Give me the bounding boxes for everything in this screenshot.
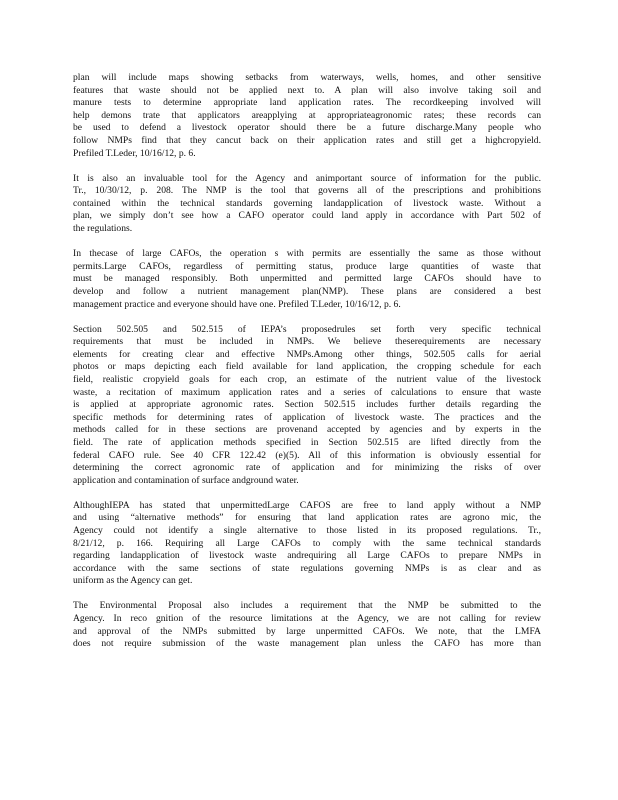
text-line: field. The rate of application methods specified in Section 502.515 are lifted directly from the (73, 436, 541, 448)
text-line: and using “alternative methods” for ensuring that land application rates are agrono mic, the (73, 512, 541, 524)
text-line: accordance with the same sections of state regulations governing NMPs is as clear and as (73, 562, 541, 574)
text-line: application and contamination of surface andground water. (73, 474, 299, 486)
paragraph-large-cafos (73, 248, 541, 311)
text-line: elements for creating clear and effective NMPs.Among other things, 502.505 calls for aerial (73, 348, 541, 360)
text-line: does not require submission of the waste management plan unless the CAFO has more than (73, 638, 541, 650)
text-line: and approval of the NMPs submitted by large unpermitted CAFOs. We note, that the LMFA (73, 625, 541, 637)
text-line: The Environmental Proposal also includes a requirement that the NMP be submitted to the (73, 600, 541, 612)
paragraph-nmp-invaluable-tool (73, 173, 541, 236)
text-line: determining the correct agronomic rate of application and for minimizing the risks of over (73, 462, 541, 474)
text-line: features that waste should not be applied next to. A plan will also involve taking soil and (73, 84, 541, 96)
text-line: Prefiled T.Leder, 10/16/12, p. 6. (73, 147, 196, 159)
text-line: specific methods for determining rates of application of livestock waste. The practices and the (73, 411, 541, 423)
text-line: AlthoughIEPA has stated that unpermittedLarge CAFOS are free to land apply without a NMP (73, 499, 541, 511)
paragraph-nmp-plan-contents (73, 72, 541, 160)
text-line: photos or maps depicting each field available for land application, the cropping schedule for each (73, 361, 541, 373)
text-line: requirements that must be included in NMPs. We believe theserequirements are necessary (73, 336, 541, 348)
text-line: management practice and everyone should have one. Prefiled T.Leder, 10/16/12, p. 6. (73, 298, 401, 310)
text-line: 8/21/12, p. 166. Requiring all Large CAFOs to comply with the same technical standards (73, 537, 541, 549)
text-line: Agency could not identify a single alternative to those listed in its proposed regulations. Tr., (73, 525, 541, 536)
text-line: develop and follow a nutrient management plan(NMP). These plans are considered a best (73, 285, 541, 297)
text-line: methods called for in these sections are provenand accepted by agencies and by experts in the (73, 424, 541, 436)
text-line: In thecase of large CAFOs, the operation s with permits are essentially the same as those without (73, 248, 541, 260)
text-line: federal CAFO rule. See 40 CFR 122.42 (e)(5). All of this information is obviously essential for (73, 449, 541, 461)
text-line: waste, a recitation of maximum application rates and a series of calculations to ensure that waste (73, 386, 541, 398)
text-line: plan, we simply don’t see how a CAFO operator could land apply in accordance with Part 502 of (73, 210, 541, 222)
document-body (73, 72, 541, 663)
paragraph-environmental-proposal (73, 600, 541, 650)
paragraph-section-502 (73, 324, 541, 488)
text-line: follow NMPs find that they cancut back on their application rates and still get a highcropyield. (73, 134, 541, 146)
text-line: help demons trate that applicators areapplying at appropriateagronomic rates; these records can (73, 109, 541, 121)
text-line: field, realistic cropyield goals for each crop, an estimate of the nutrient value of the livestock (73, 373, 541, 385)
text-line: plan will include maps showing setbacks from waterways, wells, homes, and other sensitive (73, 72, 541, 83)
text-line: Section 502.505 and 502.515 of IEPA’s proposedrules set forth very specific technical (73, 323, 541, 335)
text-line: uniform as the Agency can get. (73, 575, 193, 587)
text-line: must be managed responsibly. Both unpermitted and permitted large CAFOs should have to (73, 273, 541, 285)
text-line: contained within the technical standards governing landapplication of livestock waste. Without a (73, 197, 541, 209)
text-line: be used to defend a livestock operator should there be a future discharge.Many people who (73, 122, 541, 134)
text-line: regarding landapplication of livestock waste andrequiring all Large CAFOs to prepare NMPs in (73, 550, 541, 562)
text-line: Tr., 10/30/12, p. 208. The NMP is the tool that governs all of the prescriptions and prohibitions (73, 185, 541, 197)
paragraph-iepa-unpermitted (73, 500, 541, 588)
text-line: It is also an invaluable tool for the Agency and animportant source of information for the public. (73, 172, 541, 184)
text-line: is applied at appropriate agronomic rates. Section 502.515 includes further details regarding the (73, 399, 541, 411)
text-line: permits.Large CAFOs, regardless of permitting status, produce large quantities of waste that (73, 260, 541, 272)
text-line: the regulations. (73, 223, 133, 235)
text-line: manure tests to determine appropriate land application rates. The recordkeeping involved will (73, 97, 541, 109)
text-line: Agency. In reco gnition of the resource limitations at the Agency, we are not calling for review (73, 613, 541, 625)
